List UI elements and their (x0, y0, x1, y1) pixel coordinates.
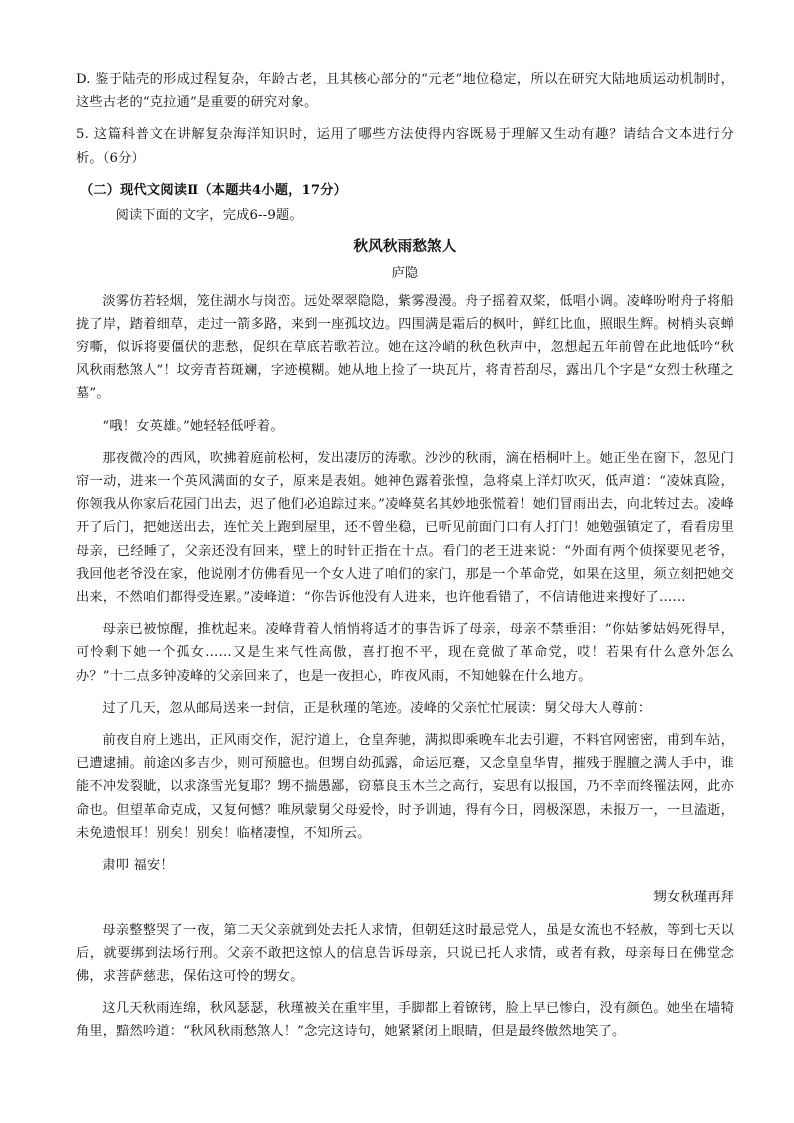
paragraph-after-1: 母亲整整哭了一夜，第二天父亲就到处去托人求情，但朝廷这时最忌党人，虽是女流也不轻赦，等到七天以后，就要绑到法场行刑。父亲不敢把这惊人的信息告诉母亲，只说已托人求情，或者有救，母亲每日在佛堂念佛，求菩萨慈悲，保佑这可怜的甥女。 (76, 922, 734, 984)
paragraph-3: 那夜微冷的西风，吹拂着庭前松柯，发出凄厉的涛歌。沙沙的秋雨，滴在梧桐叶上。她正坐在窗下，忽见门帘一动，进来一个英风满面的女子，原来是表姐。她神色露着张惶，急将桌上洋灯吹灭，低声道：“凌妹真险，你领我从你家后花园门出去，迟了他们必追踪过来。”凌峰莫名其妙地张慌着！她们冒雨出去，向北转过去。凌峰开了后门，把她送出去，连忙关上跑到屋里，还不曾坐稳，已听见前面门口有人打门！她勉强镇定了，看看房里母亲，已经睡了，父亲还没有回来，壁上的时针正指在十点。看门的老王进来说：“外面有两个侦探要见老爷，我回他老爷没在家，他说刚才仿佛看见一个女人进了咱们的家门，那是一个革命党，如果在这里，须立刻把她交出来，不然咱们都得受连累。”凌峰道：“你告诉他没有人进来，也许他看错了，不信请他进来搜好了…… (76, 450, 734, 606)
story-title: 秋风秋雨愁煞人 (353, 238, 457, 256)
story-author: 庐隐 (391, 266, 419, 282)
letter-closing: 肃叩 福安！ (102, 858, 174, 874)
section-heading: （二）现代文阅读Ⅱ（本题共4小题，17分） (80, 182, 348, 198)
reading-instruction: 阅读下面的文字，完成6--9题。 (115, 208, 303, 224)
letter-body: 前夜自府上逃出，正风雨交作，泥泞道上，仓皇奔驰，满拟即乘晚车北去引避，不料官网密密，甫到车站，已遭逮捕。前途凶多吉少，则可预臆也。但甥自幼孤露，命运厄蹇，又念皇皇华胄，摧残于腥膻之满人手中，谁能不冲发裂眦，以求涤雪光复耶？甥不揣愚鄙，窃慕良玉木兰之高行，妄思有以报国，乃不幸而终罹法网，此亦命也。但望革命克成，又复何憾？唯夙蒙舅父母爱怜，时予训迪，得有今日，罔极深恩，未报万一，一旦溘逝，未免遗恨耳！别矣！别矣！临楮凄惶，不知所云。 (76, 733, 734, 841)
paragraph-2: “哦！女英雄。”她轻轻低呼着。 (102, 418, 284, 434)
option-d: D. 鉴于陆壳的形成过程复杂，年龄古老，且其核心部分的“元老”地位稳定，所以在研究大陆地质运动机制时，这些古老的“克拉通”是重要的研究对象。 (76, 72, 734, 111)
paragraph-1: 淡雾仿若轻烟，笼住湖水与岗峦。远处翠翠隐隐，紫雾漫漫。舟子摇着双桨，低唱小调。凌峰吩咐舟子将船拢了岸，踏着细草，走过一箭多路，来到一座孤坟边。四围满是霜后的枫叶，鲜红比血，照眼生辉。树梢头哀蝉穷嘶，似诉将要僵伏的悲愁，促织在草底若歌若泣。她在这冷峭的秋色秋声中，忽想起五年前曾在此地低吟“秋风秋雨愁煞人”！坟旁青苔斑斓，字迹模糊。她从地上捡了一块瓦片，将青苔刮尽，露出几个字是“女烈士秋瑾之墓”。 (76, 293, 734, 402)
letter-signature: 甥女秋瑾再拜 (653, 890, 734, 906)
paragraph-after-2: 这几天秋雨连绵，秋风瑟瑟，秋瑾被关在重牢里，手脚都上着镣铐，脸上早已惨白，没有颜色。她坐在墙犄角里，黯然吟道：“秋风秋雨愁煞人！”念完这诗句，她紧紧闭上眼睛，但是最终傲然地笑了。 (76, 1001, 734, 1040)
question-5: 5. 这篇科普文在讲解复杂海洋知识时，运用了哪些方法使得内容既易于理解又生动有趣？请结合文本进行分析。（6分） (76, 127, 734, 166)
paragraph-4: 母亲已被惊醒，推枕起来。凌峰背着人悄悄将适才的事告诉了母亲，母亲不禁垂泪：“你姑爹姑妈死得早，可怜剩下她一个孤女……又是生来气性高傲，喜打抱不平，现在竟做了革命党，哎！若果有什么意外怎么办？”十二点多钟凌峰的父亲回来了，也是一夜担心，昨夜风雨，不知她躲在什么地方。 (76, 622, 734, 684)
paragraph-5: 过了几天，忽从邮局送来一封信，正是秋瑾的笔迹。凌峰的父亲忙忙展读：舅父母大人尊前： (102, 700, 652, 716)
